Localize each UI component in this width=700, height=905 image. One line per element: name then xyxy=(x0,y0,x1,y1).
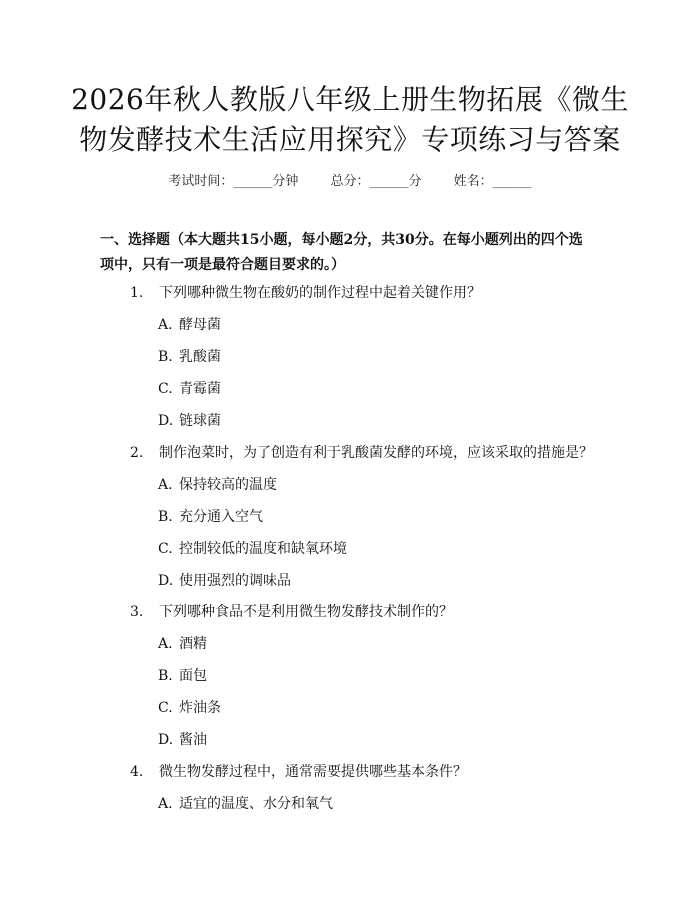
option-text: 保持较高的温度 xyxy=(179,477,277,493)
option-text: 面包 xyxy=(179,668,207,684)
exam-meta xyxy=(0,170,700,189)
option-letter: D. xyxy=(158,413,174,429)
option-letter: B. xyxy=(158,509,173,525)
question-number: 2. xyxy=(130,445,144,461)
option-letter: A. xyxy=(158,636,173,652)
option-letter: C. xyxy=(158,700,173,716)
option-text: 酒精 xyxy=(179,636,207,652)
question-1 xyxy=(130,282,481,302)
option-letter: C. xyxy=(158,541,173,557)
q4-option-a xyxy=(158,793,333,813)
option-letter: B. xyxy=(158,668,173,684)
document-title-line-2: 物发酵技术生活应用探究》专项练习与答案 xyxy=(79,123,621,156)
option-text: 充分通入空气 xyxy=(179,509,263,525)
question-text: 下列哪种食品不是利用微生物发酵技术制作的？ xyxy=(159,604,453,620)
q3-option-a xyxy=(158,633,207,653)
q1-option-d xyxy=(158,410,221,430)
option-letter: A. xyxy=(158,317,173,333)
question-text: 下列哪种微生物在酸奶的制作过程中起着关键作用？ xyxy=(159,285,481,301)
name-field: 姓名：______ xyxy=(453,174,532,189)
q3-option-b xyxy=(158,665,207,685)
document-title-line-1: 2026年秋人教版八年级上册生物拓展《微生 xyxy=(71,83,629,116)
q1-option-b xyxy=(158,346,221,366)
q3-option-d xyxy=(158,729,207,749)
question-text: 制作泡菜时，为了创造有利于乳酸菌发酵的环境，应该采取的措施是？ xyxy=(159,445,593,461)
exam-time-field: 考试时间：______分钟 xyxy=(168,174,299,189)
option-letter: D. xyxy=(158,573,174,589)
question-text: 微生物发酵过程中，通常需要提供哪些基本条件？ xyxy=(159,764,467,780)
q2-option-d xyxy=(158,570,291,590)
option-letter: A. xyxy=(158,796,173,812)
option-letter: A. xyxy=(158,477,173,493)
option-text: 链球菌 xyxy=(179,413,221,429)
q1-option-c xyxy=(158,378,221,398)
option-letter: C. xyxy=(158,381,173,397)
question-number: 4. xyxy=(130,764,144,780)
question-4 xyxy=(130,761,467,781)
question-3 xyxy=(130,601,453,621)
section-heading-line-2: 项中，只有一项是最符合题目要求的。） xyxy=(100,257,345,273)
option-letter: D. xyxy=(158,732,174,748)
q2-option-b xyxy=(158,506,263,526)
q3-option-c xyxy=(158,697,221,717)
option-text: 酵母菌 xyxy=(179,317,221,333)
option-text: 酱油 xyxy=(179,732,207,748)
option-text: 炸油条 xyxy=(179,700,221,716)
section-heading-line-1: 一、选择题（本大题共15小题，每小题2分，共30分。在每小题列出的四个选 xyxy=(100,232,583,248)
question-2 xyxy=(130,442,593,462)
option-text: 控制较低的温度和缺氧环境 xyxy=(179,541,347,557)
option-text: 青霉菌 xyxy=(179,381,221,397)
q2-option-c xyxy=(158,538,347,558)
total-score-field: 总分：______分 xyxy=(330,174,422,189)
option-text: 乳酸菌 xyxy=(179,349,221,365)
q1-option-a xyxy=(158,314,221,334)
q2-option-a xyxy=(158,474,277,494)
option-text: 使用强烈的调味品 xyxy=(179,573,291,589)
option-letter: B. xyxy=(158,349,173,365)
question-number: 3. xyxy=(130,604,144,620)
question-number: 1. xyxy=(130,285,144,301)
option-text: 适宜的温度、水分和氧气 xyxy=(179,796,333,812)
